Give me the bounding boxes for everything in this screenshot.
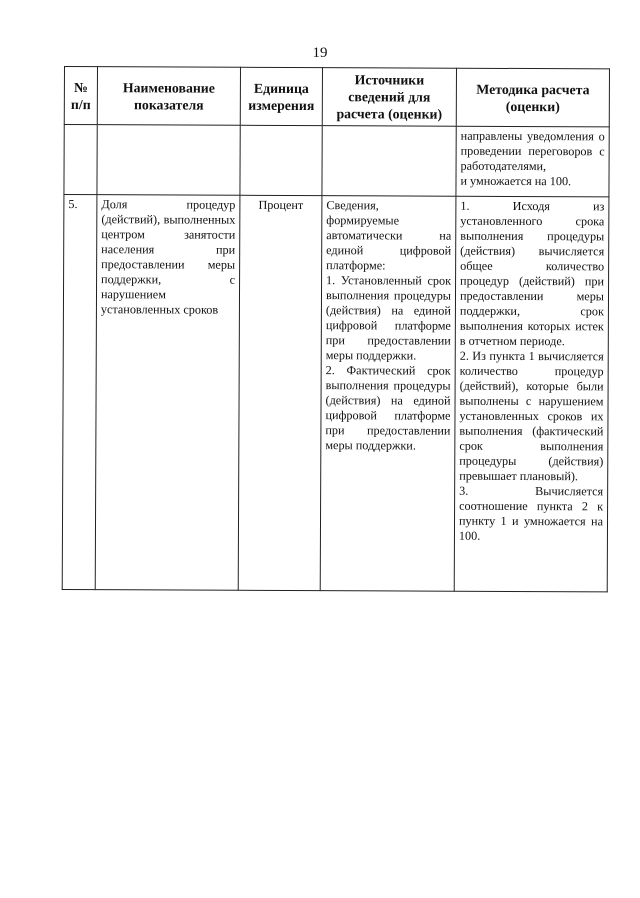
- source-intro: Сведения, формируемые автоматически на единой цифровой платформе:: [326, 198, 452, 273]
- source-item-2: 2. Фактический срок выполнения процедуры (действия) на единой цифровой платформе при предоставлении меры поддержки.: [325, 363, 451, 453]
- cell-source: [320, 196, 456, 592]
- page-number: 19: [312, 45, 328, 61]
- cell-name-empty: [97, 125, 240, 196]
- cell-source-empty: [322, 126, 456, 197]
- header-method: Методика расчета (оценки): [456, 68, 609, 127]
- cell-unit-empty: [240, 125, 322, 195]
- header-name: Наименование показателя: [97, 67, 240, 126]
- table-header-row: [64, 67, 609, 127]
- cell-name: Доля процедур (действий), выполненных центром занятости населения при предоставлении меры поддержки, с нарушением установленных сроков: [95, 195, 240, 591]
- method-continuation-tail: и умножается на 100.: [460, 173, 572, 189]
- method-item-1: 1. Исходя из установленного срока выполнения процедуры (действия) вычисляется общее количество процедур (действий) при предоставлении меры поддержки, срок выполнения которых истек в отчетном периоде.: [459, 198, 605, 349]
- cell-num: 5.: [62, 195, 97, 590]
- cell-num-empty: [64, 125, 97, 195]
- indicators-table: [62, 66, 610, 592]
- method-item-3: 3. Вычисляется соотношение пункта 2 к пункту 1 и умножается на 100.: [458, 483, 604, 543]
- header-unit: Единица измерения: [240, 67, 322, 125]
- table-row-continuation: [64, 125, 609, 197]
- header-source: Источники сведений для расчета (оценки): [322, 68, 456, 127]
- cell-unit: Процент: [238, 195, 322, 590]
- table-row: [62, 195, 609, 592]
- source-item-1: 1. Установленный срок выполнения процедуры (действия) на единой цифровой платформе при предоставлении меры поддержки.: [325, 273, 452, 363]
- cell-method-continuation: [456, 126, 609, 197]
- method-continuation-text: направлены уведомления о проведении переговоров с работодателями,: [460, 128, 605, 174]
- cell-method: [454, 196, 609, 592]
- method-item-2: 2. Из пункта 1 вычисляется количество процедур (действий), которые были выполнены с нарушением установленных сроков их выполнения (фактический срок выполнения процедуры (действия) превышает плановый).: [459, 348, 604, 484]
- header-num: № п/п: [64, 67, 97, 125]
